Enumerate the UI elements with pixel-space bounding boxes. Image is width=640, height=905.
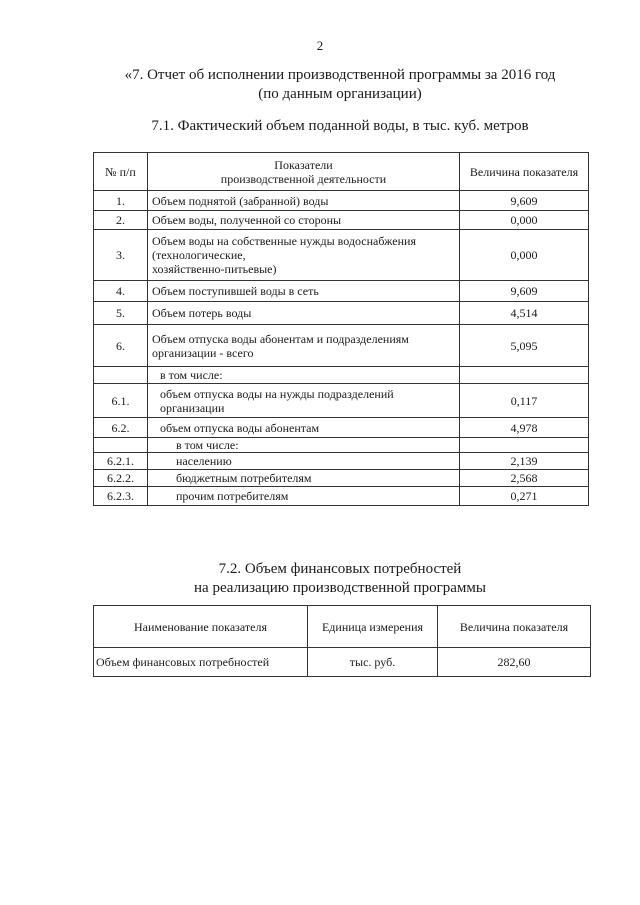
row-label: Объем поступившей воды в сеть [148, 281, 460, 302]
table-row [94, 281, 589, 302]
table-row [94, 211, 589, 230]
row-num: 6.2.2. [94, 470, 148, 487]
row-label-line: организации - всего [152, 345, 254, 360]
row-label: Объем потерь воды [148, 302, 460, 325]
report-subtitle: (по данным организации) [258, 86, 422, 102]
table-header-row [94, 606, 591, 648]
row-num: 4. [94, 281, 148, 302]
row-label-line: объем отпуска воды на нужды подразделений [160, 386, 394, 401]
row-label: объем отпуска воды абонентам [148, 418, 460, 438]
row-num: 6.2. [94, 418, 148, 438]
row-value: 0,117 [460, 384, 589, 418]
table-header-row [94, 153, 589, 191]
row-value: 282,60 [438, 648, 591, 677]
row-value [460, 367, 589, 384]
section-7-1-heading: 7.1. Фактический объем поданной воды, в тыс. куб. метров [151, 118, 529, 134]
row-value: 0,000 [460, 230, 589, 281]
table-row [94, 487, 589, 506]
row-num: 2. [94, 211, 148, 230]
row-num [94, 438, 148, 453]
row-num: 3. [94, 230, 148, 281]
header-name: Наименование показателя [94, 606, 308, 648]
row-label: в том числе: [148, 367, 460, 384]
section-7-2-heading-line2: на реализацию производственной программы [194, 580, 486, 596]
row-value: 5,095 [460, 325, 589, 367]
header-indicator-line2: производственной деятельности [220, 171, 387, 186]
table-row [94, 470, 589, 487]
row-value: 0,271 [460, 487, 589, 506]
table-row [94, 384, 589, 418]
row-value: 2,568 [460, 470, 589, 487]
table-row [94, 230, 589, 281]
table-row [94, 325, 589, 367]
row-label: Объем воды, полученной со стороны [148, 211, 460, 230]
row-num [94, 367, 148, 384]
water-volume-table [93, 152, 589, 506]
row-num: 6.2.1. [94, 453, 148, 470]
row-label: Объем поднятой (забранной) воды [148, 191, 460, 211]
header-num: № п/п [94, 153, 148, 191]
row-value: 0,000 [460, 211, 589, 230]
table-row-subheading [94, 367, 589, 384]
row-label-line: Объем отпуска воды абонентам и подразделениям [152, 331, 409, 346]
table-row [94, 302, 589, 325]
page-number: 2 [316, 38, 324, 53]
row-unit: тыс. руб. [308, 648, 438, 677]
table-row [94, 191, 589, 211]
row-value: 4,514 [460, 302, 589, 325]
row-label [148, 384, 460, 418]
row-name: Объем финансовых потребностей [94, 648, 308, 677]
table-row-subheading [94, 438, 589, 453]
row-label: прочим потребителям [148, 487, 460, 506]
table-row [94, 418, 589, 438]
row-label [148, 325, 460, 367]
header-unit: Единица измерения [308, 606, 438, 648]
row-num: 6.1. [94, 384, 148, 418]
header-indicator [148, 153, 460, 191]
row-label-line: (технологические, [152, 248, 246, 262]
row-label-line: Объем воды на собственные нужды водоснабжения [152, 234, 416, 248]
header-indicator-line1: Показатели [274, 157, 333, 172]
report-title: «7. Отчет об исполнении производственной программы за 2016 год [124, 67, 556, 83]
table-row [94, 453, 589, 470]
section-7-2-heading-line1: 7.2. Объем финансовых потребностей [218, 561, 462, 577]
row-label-line: хозяйственно-питьевые) [152, 262, 277, 276]
row-value: 9,609 [460, 191, 589, 211]
row-num: 1. [94, 191, 148, 211]
row-label-line: организации [160, 400, 225, 415]
row-label: бюджетным потребителям [148, 470, 460, 487]
row-value: 9,609 [460, 281, 589, 302]
row-num: 6.2.3. [94, 487, 148, 506]
row-label: населению [148, 453, 460, 470]
row-num: 6. [94, 325, 148, 367]
header-value: Величина показателя [460, 153, 589, 191]
row-label: в том числе: [148, 438, 460, 453]
financial-needs-table [93, 605, 591, 677]
row-value: 2,139 [460, 453, 589, 470]
row-value: 4,978 [460, 418, 589, 438]
table-row [94, 648, 591, 677]
row-num: 5. [94, 302, 148, 325]
row-value [460, 438, 589, 453]
header-value: Величина показателя [438, 606, 591, 648]
row-label [148, 230, 460, 281]
